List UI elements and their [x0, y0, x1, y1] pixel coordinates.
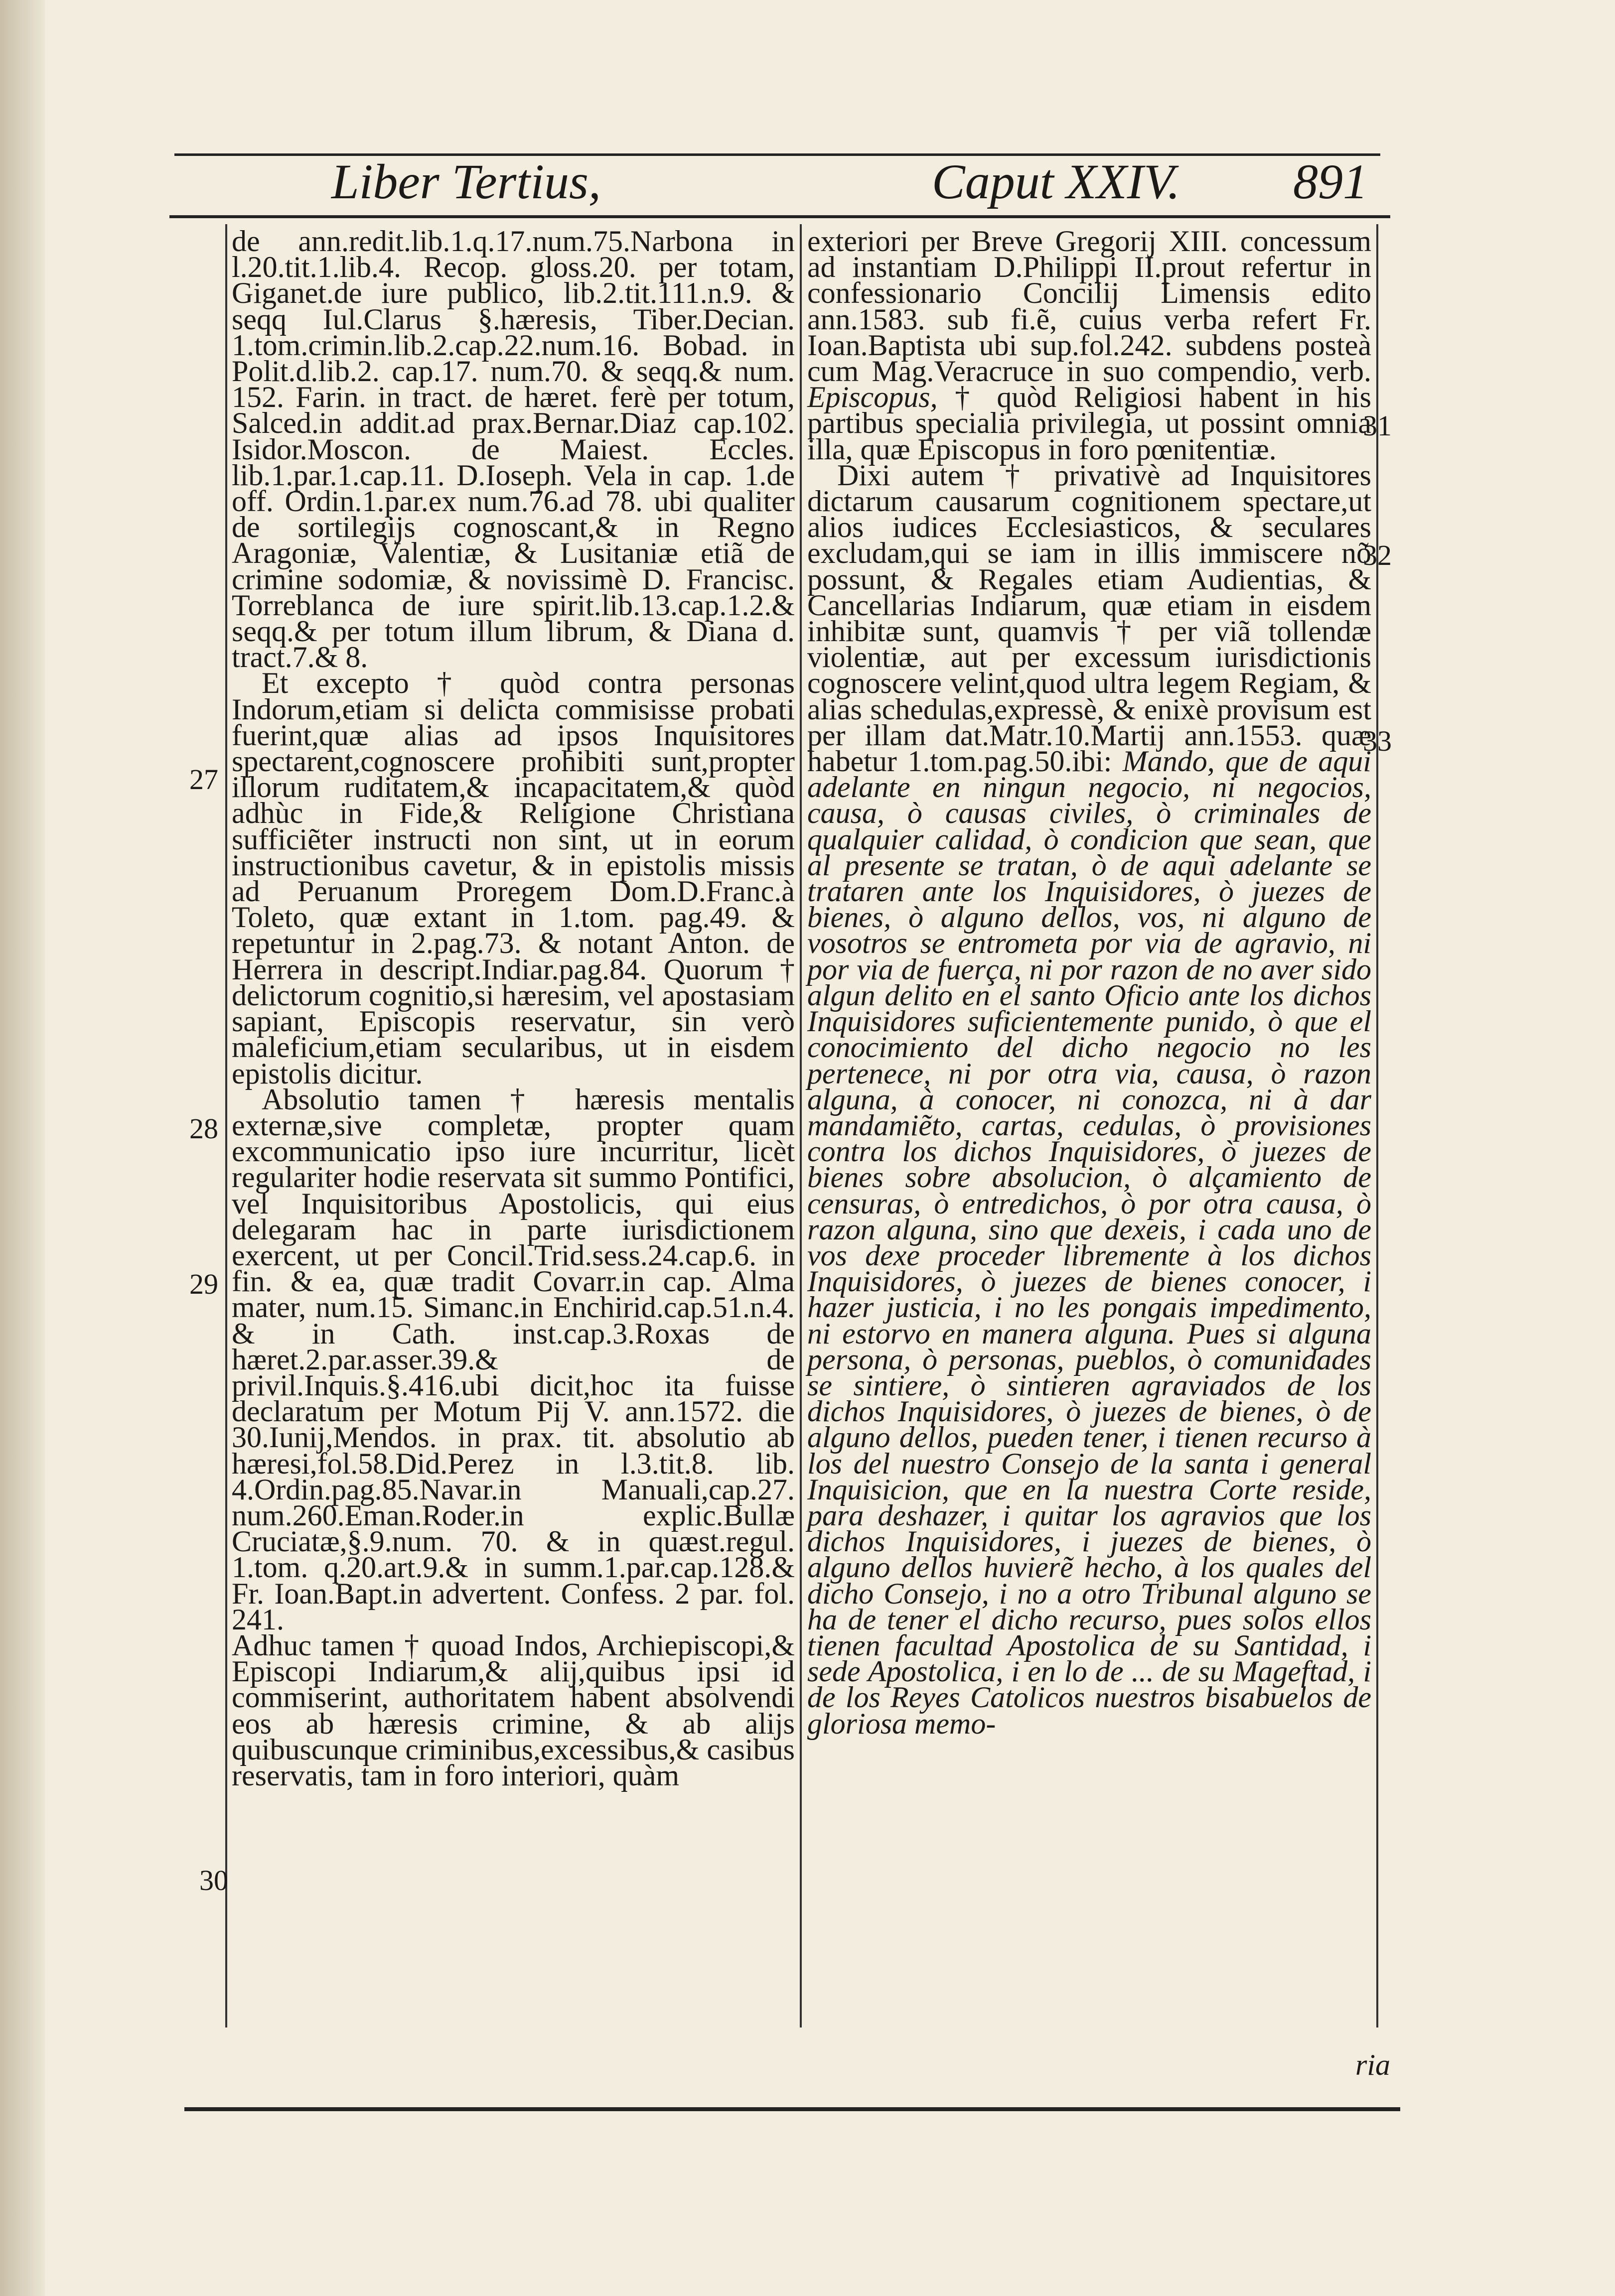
margin-number-31: 31	[1363, 409, 1392, 442]
right-paragraph-1	[807, 225, 1371, 466]
margin-number-27: 27	[189, 763, 218, 796]
right-paragraph-1-text: exteriori per Breve Gregorij XIII. concessum ad instantiam D.Philippi II.prout refertur in confessionario Concilij Limensis edito ann.1583. sub fi.ẽ, cuius verba refert Fr. Ioan.Baptista ubi sup.fol.242. subdens posteà cum Mag.Veracruce in suo compendio, verb.	[807, 225, 1371, 388]
right-paragraph-1-text-b: † quòd Religiosi habent in his partibus specialia privilegia, ut possint omnia illa, quæ Episcopus in foro pœnitentiæ.	[807, 381, 1371, 466]
right-paragraph-1-italic: Episcopus,	[807, 381, 938, 414]
margin-number-28: 28	[189, 1112, 218, 1145]
left-paragraph-3: Absolutio tamen † hæresis mentalis externæ,sive completæ, propter quam excommunicatio ipso iure incurritur, licèt regulariter hodie reservata sit summo Pontifici, vel Inquisitoribus Apostolicis, qui eius delegaram hac in parte iurisdictionem exercent, ut per Concil.Trid.sess.24.cap.6. in fin. & ea, quæ tradit Covarr.in cap. Alma mater, num.15. Simanc.in Enchirid.cap.51.n.4. & in Cath. inst.cap.3.Roxas de hæret.2.par.asser.39.& de privil.Inquis.§.416.ubi dicit,hoc ita fuisse declaratum per Motum Pij V. ann.1572. die 30.Iunij,Mendos. in prax. tit. absolutio ab hæresi,fol.58.Did.Perez in l.3.tit.8. lib. 4.Ordin.pag.85.Navar.in Manuali,cap.27. num.260.Eman.Roder.in explic.Bullæ Cruciatæ,§.9.num. 70. & in quæst.regul. 1.tom. q.20.art.9.& in summ.1.par.cap.128.& Fr. Ioan.Bapt.in advertent. Confess. 2 par. fol. 241.	[232, 1082, 795, 1636]
bottom-rule	[184, 2107, 1400, 2111]
right-paragraph-2-text: Dixi autem † privativè ad Inquisitores dictarum causarum cognitionem spectare,ut alios iudices Ecclesiasticos, & seculares excludam,qui se iam in illis immiscere nõ possunt, & Regales etiam Audientias, & Cancellarias Indiarum, quæ etiam in eisdem inhibitæ sunt, quamvis † per viã tollendæ violentiæ, aut per excessum iurisdictionis cognoscere velint,quod ultra legem Regiam, & alias schedulas,expressè, & enixè provisum est per illam dat.Matr.10.Martij ann.1553. quæ habetur 1.tom.pag.50.ibi:	[807, 458, 1371, 778]
margin-number-30: 30	[199, 1864, 228, 1896]
right-paragraph-2-quote: Mando, que de aqui adelante en ningun negocio, ni negocios, causa, ò causas civiles, ò criminales de qualquier calidad, ò condicion que sean, que al presente se tratan, ò de aqui adelante se trataren ante los Inquisidores, ò juezes de bienes, ò alguno dellos, vos, ni alguno de vosotros se entrometa por via de agravio, ni por via de fuerça, ni por razon de no aver sido algun delito en el santo Oficio ante los dichos Inquisidores suficientemente punido, ò que el conocimiento del dicho negocio no les pertenece, ni por otra via, causa, ò razon alguna, à conocer, ni conozca, ni à dar mandamiẽto, cartas, cedulas, ò provisiones contra los dichos Inquisidores, ò juezes de bienes sobre absolucion, ò alçamiento de censuras, ò entredichos, ò por otra causa, ò razon alguna, sino que dexeis, i cada uno de vos dexe proceder libremente à los dichos Inquisidores, ò juezes de bienes conocer, i hazer justicia, i no les pongais impedimento, ni estorvo en manera alguna. Pues si alguna persona, ò personas, pueblos, ò comunidades se sintiere, ò sintieren agraviados de los dichos Inquisidores, ò juezes de bienes, ò de alguno dellos, pueden tener, i tienen recurso à los del nuestro Consejo de la santa i general Inquisicion, que en la nuestra Corte reside, para deshazer, i quitar los agravios que los dichos Inquisidores, i juezes de bienes, ò alguno dellos huvierẽ hecho, à los quales del dicho Consejo, i no a otro Tribunal alguno se ha de tener el dicho recurso, pues solos ellos tienen facultad Apostolica de su Santidad, i sede Apostolica, i en lo de ... de su Mageftad, i de los Reyes Catolicos nuestros bisabuelos de gloriosa memo-	[807, 745, 1371, 1740]
catchword: ria	[1355, 2048, 1391, 2081]
margin-number-29: 29	[189, 1268, 218, 1300]
left-paragraph-3b: Adhuc tamen † quoad Indos, Archiepiscopi,& Episcopi Indiarum,& alij,quibus ipsi id commiserint, authoritatem habent absolvendi eos ab hæresis crimine, & ab alijs quibuscunque criminibus,excessibus,& casibus reservatis, tam in foro interiori, quàm	[232, 1628, 795, 1792]
header-rule	[169, 215, 1390, 218]
left-column	[232, 225, 795, 1792]
margin-number-33: 33	[1363, 725, 1392, 757]
page-number: 891	[1293, 154, 1368, 209]
right-column	[807, 225, 1371, 1740]
running-head-left: Liber Tertius,	[331, 154, 601, 209]
running-head-right: Caput XXIV.	[932, 154, 1180, 209]
right-border-rule	[1376, 224, 1378, 2027]
book-gutter	[0, 0, 45, 2296]
left-paragraph-2: Et excepto † quòd contra personas Indorum,etiam si delicta commisisse probati fuerint,quæ alias ad ipsos Inquisitores spectarent,cognoscere prohibiti sunt,propter illorum ruditatem,& incapacitatem,& quòd adhùc in Fide,& Religione Christiana sufficiẽter instructi non sint, ut in eorum instructionibus cavetur, & in epistolis missis ad Peruanum Proregem Dom.D.Franc.à Toleto, quæ extant in 1.tom. pag.49. & repetuntur in 2.pag.73. & notant Anton. de Herrera in descript.Indiar.pag.84. Quorum † delictorum cognitio,si hæresim, vel apostasiam sapiant, Episcopis reservatur, sin verò maleficium,etiam secularibus, ut in eisdem epistolis dicitur.	[232, 667, 795, 1090]
right-paragraph-2	[807, 458, 1371, 1740]
left-paragraph-1: de ann.redit.lib.1.q.17.num.75.Narbona in l.20.tit.1.lib.4. Recop. gloss.20. per totam, Giganet.de iure publico, lib.2.tit.111.n.9. & seqq Iul.Clarus §.hæresis, Tiber.Decian. 1.tom.crimin.lib.2.cap.22.num.16. Bobad. in Polit.d.lib.2. cap.17. num.70. & seqq.& num. 152. Farin. in tract. de hæret. ferè per totum, Salced.in addit.ad prax.Bernar.Diaz cap.102. Isidor.Moscon. de Maiest. Eccles. lib.1.par.1.cap.11. D.Ioseph. Vela in cap. 1.de off. Ordin.1.par.ex num.76.ad 78. ubi qualiter de sortilegijs cognoscant,& in Regno Aragoniæ, Valentiæ, & Lusitaniæ etiã de crimine sodomiæ, & novissimè D. Francisc. Torreblanca de iure spirit.lib.13.cap.1.2.& seqq.& per totum illum librum, & Diana d. tract.7.& 8.	[232, 225, 795, 674]
left-border-rule	[225, 224, 227, 2027]
column-divider	[800, 224, 802, 2027]
margin-number-32: 32	[1363, 539, 1392, 571]
